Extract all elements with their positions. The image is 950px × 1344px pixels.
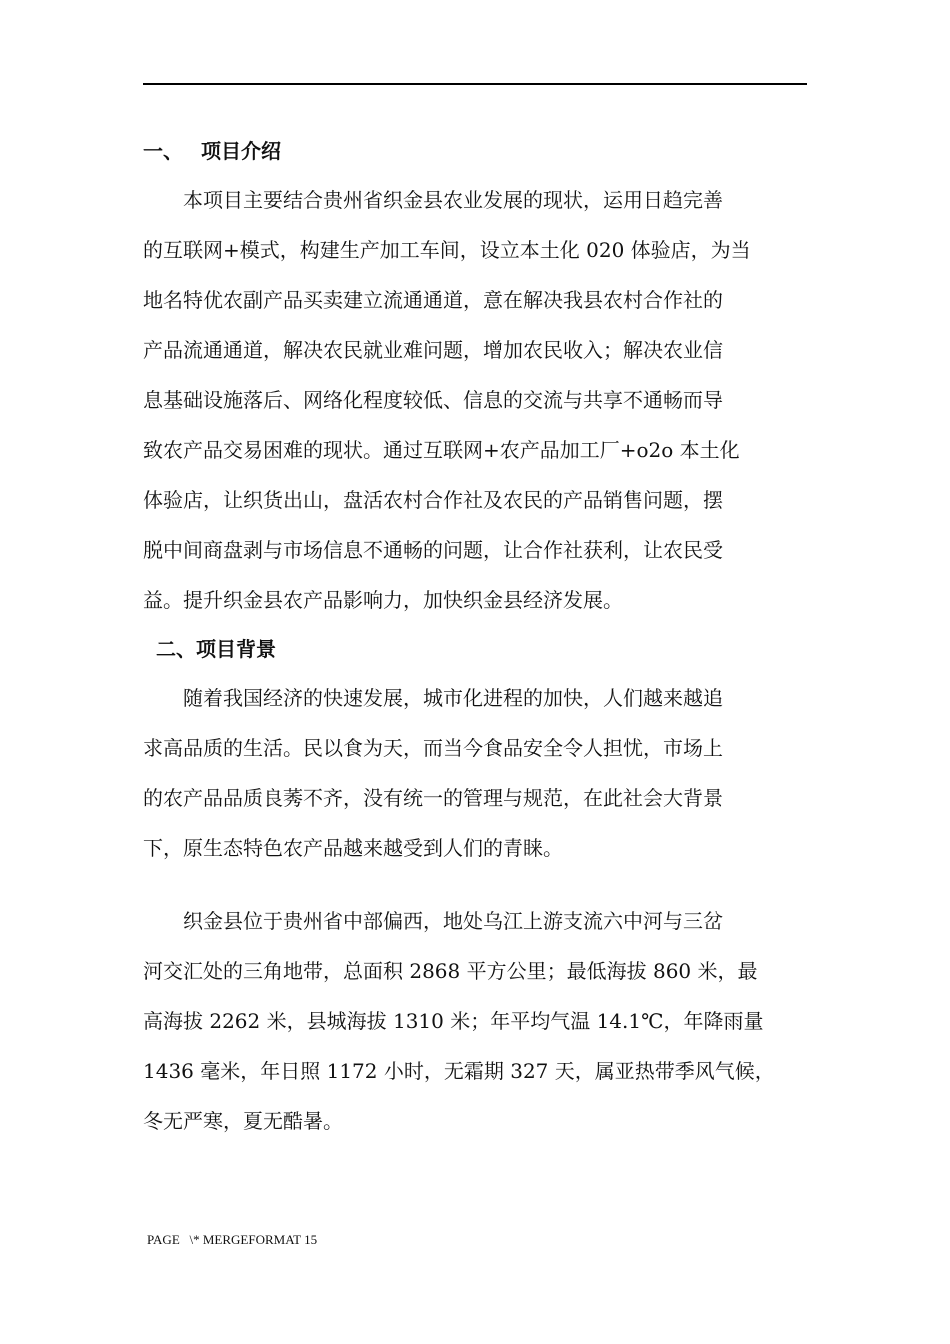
paragraph-line: 产品流通通道，解决农民就业难问题，增加农民收入；解决农业信 <box>143 338 723 362</box>
paragraph-line: 脱中间商盘剥与市场信息不通畅的问题，让合作社获利，让农民受 <box>143 538 723 562</box>
paragraph-line: 随着我国经济的快速发展，城市化进程的加快，人们越来越追 <box>143 686 723 710</box>
paragraph-line: 高海拔 2262 米，县城海拔 1310 米；年平均气温 14.1℃，年降雨量 <box>143 1009 764 1033</box>
paragraph-line: 1436 毫米，年日照 1172 小时，无霜期 327 天，属亚热带季风气候， <box>143 1059 775 1083</box>
section-number: 一、 <box>143 139 183 163</box>
paragraph-line: 河交汇处的三角地带，总面积 2868 平方公里；最低海拔 860 米，最 <box>143 959 758 983</box>
paragraph-line: 冬无严寒，夏无酷暑。 <box>143 1109 343 1133</box>
section-title: 项目介绍 <box>201 139 281 163</box>
paragraph-line: 本项目主要结合贵州省织金县农业发展的现状，运用日趋完善 <box>143 188 723 212</box>
paragraph-line: 的互联网+模式，构建生产加工车间，设立本土化 020 体验店，为当 <box>143 238 751 262</box>
section-title: 二、项目背景 <box>156 637 276 661</box>
paragraph-line: 益。提升织金县农产品影响力，加快织金县经济发展。 <box>143 588 623 612</box>
paragraph-line: 的农产品品质良莠不齐，没有统一的管理与规范，在此社会大背景 <box>143 786 723 810</box>
paragraph-line: 织金县位于贵州省中部偏西，地处乌江上游支流六中河与三岔 <box>143 909 723 933</box>
paragraph-line: 体验店，让织货出山，盘活农村合作社及农民的产品销售问题，摆 <box>143 488 723 512</box>
section-heading-background <box>156 636 276 662</box>
paragraph-line: 求高品质的生活。民以食为天，而当今食品安全令人担忧，市场上 <box>143 736 723 760</box>
paragraph-background-2 <box>143 908 807 1158</box>
paragraph-line: 致农产品交易困难的现状。通过互联网+农产品加工厂+o2o 本土化 <box>143 438 740 462</box>
paragraph-background-1 <box>143 685 807 885</box>
paragraph-line: 下，原生态特色农产品越来越受到人们的青睐。 <box>143 836 563 860</box>
section-heading-intro <box>143 138 281 164</box>
paragraph-line: 息基础设施落后、网络化程度较低、信息的交流与共享不通畅而导 <box>143 388 723 412</box>
page-footer: PAGE \* MERGEFORMAT 15 <box>147 1232 318 1247</box>
header-rule <box>143 83 807 85</box>
paragraph-intro <box>143 187 807 637</box>
paragraph-line: 地名特优农副产品买卖建立流通通道，意在解决我县农村合作社的 <box>143 288 723 312</box>
